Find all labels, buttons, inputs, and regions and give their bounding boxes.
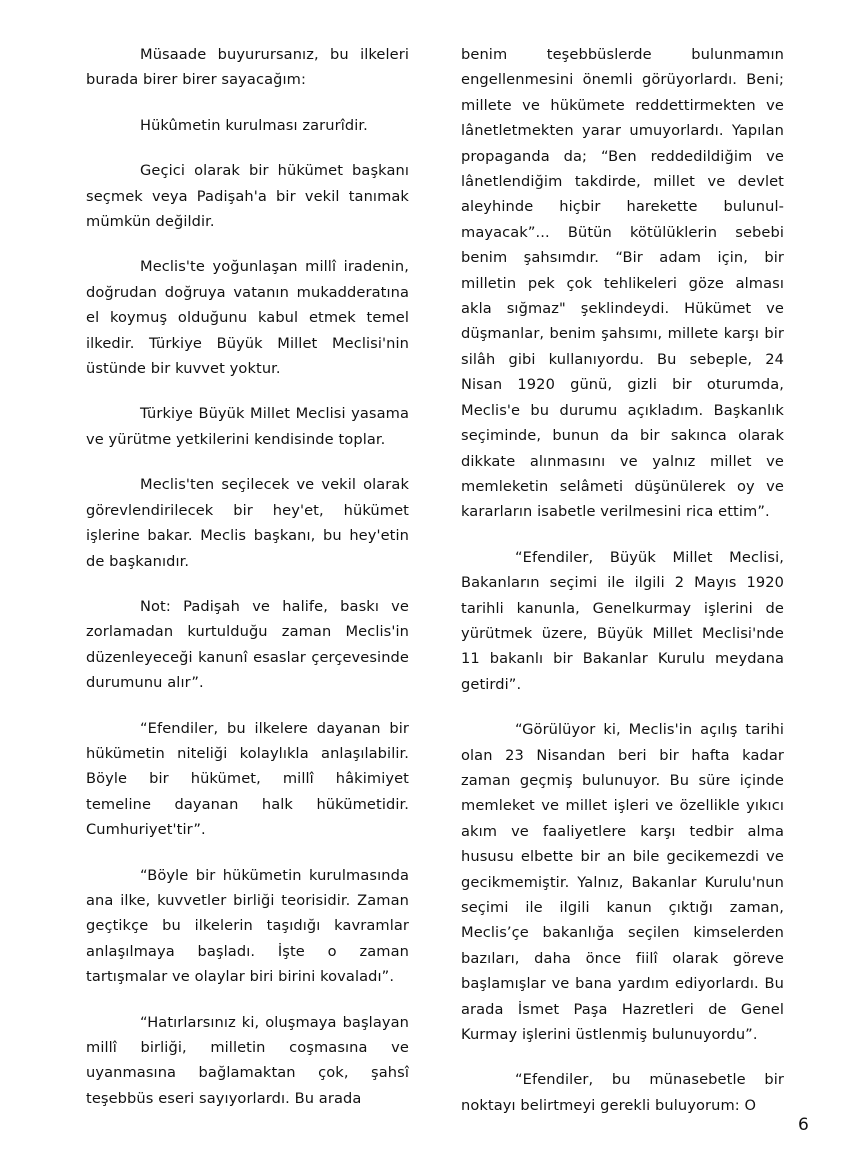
paragraph: Müsaade buyurursanız, bu ilkeleri burada birer birer sayacağım: <box>86 46 409 89</box>
paragraph: Türkiye Büyük Millet Meclisi yasama ve yürütme yetkilerini kendisinde toplar. <box>86 405 409 448</box>
paragraph: Geçici olarak bir hükümet başkanı seçmek veya Padişah'a bir vekil tanımak mümkün değildir. <box>86 162 409 231</box>
right-text-column <box>461 42 784 1138</box>
paragraph: Meclis'te yoğunlaşan millî iradenin, doğrudan doğruya vatanın mukadderatına el koymuş olduğunu kabul etmek temel ilkedir. Türkiye Büyük Millet Meclisi'nin üstünde bir kuvvet yoktur. <box>86 258 409 378</box>
left-text-column <box>86 42 409 1131</box>
page-number: 6 <box>798 1115 809 1135</box>
paragraph: “Efendiler, Büyük Millet Meclisi, Bakanların seçimi ile ilgili 2 Mayıs 1920 tarihli kanunla, Genelkurmay işlerini de yürütmek üzere, Büyük Millet Meclisi'nde 11 bakanlı bir Bakanlar Kurulu meydana getirdi”. <box>461 548 784 693</box>
paragraph: “Efendiler, bu ilkelere dayanan bir hükümetin niteliği kolaylıkla anlaşılabilir. Böyle bir hükümet, millî hâkimiyet temeline dayanan halk hükümetidir. Cumhuriyet'tir”. <box>86 719 409 839</box>
paragraph-continuation: benim teşebbüslerde bulunmamın engellenmesini önemli görüyorlardı. Beni; millete ve hükümete reddettirmekten ve lânetletmekten yarar umuyorlardı. Yapılan propaganda da; “Ben reddedildiğim ve lânetlendiğim takdirde, millet ve devlet aleyhinde hiçbir harekette bulunul-mayacak”... Bütün kötülüklerin sebebi benim şahsımdır. “Bir adam için, bir milletin pek çok tehlikeleri göze alması akla sığmaz" şeklindeydi. Hükümet ve düşmanlar, benim şahsımı, millete karşı bir silâh gibi kullanıyordu. Bu sebeple, 24 Nisan 1920 günü, gizli bir oturumda, Meclis'e bu durumu açıkladım. Başkanlık seçiminde, bunun da bir sakınca olarak dikkate alınmasını ve yalnız millet ve memleketin selâmeti düşünülerek oy ve kararların isabetle verilmesini rica ettim”. <box>461 46 784 521</box>
paragraph: Not: Padişah ve halife, baskı ve zorlamadan kurtulduğu zaman Meclis'in düzenleyeceği kanunî esaslar çerçevesinde durumunu alır”. <box>86 597 409 692</box>
paragraph: “Böyle bir hükümetin kurulmasında ana ilke, kuvvetler birliği teorisidir. Zaman geçtikçe bu ilkelerin taşıdığı kavramlar anlaşılmaya başladı. İşte o zaman tartışmalar ve olaylar biri birini kovaladı”. <box>86 866 409 986</box>
paragraph: Hükûmetin kurulması zarurîdir. <box>140 116 368 134</box>
paragraph: “Görülüyor ki, Meclis'in açılış tarihi olan 23 Nisandan beri bir hafta kadar zaman geçmiş bulunuyor. Bu süre içinde memleket ve millet işleri ve özellikle yıkıcı akım ve faaliyetlere karşı tedbir alma hususu elbette bir an bile gecikemezdi ve gecikmemiştir. Yalnız, Bakanlar Kurulu'nun seçimi ile ilgili kanun çıktığı zaman, Meclis’çe bakanlığa seçilen kimselerden bazıları, daha önce fiilî olarak göreve başlamışlar ve bana yardım ediyorlardı. Bu arada İsmet Paşa Hazretleri de Genel Kurmay işlerini üstlenmiş bulunuyordu”. <box>461 721 784 1044</box>
paragraph: “Hatırlarsınız ki, oluşmaya başlayan millî birliği, milletin coşmasına ve uyanmasına bağlamaktan çok, şahsî teşebbüs eseri sayıyorlardı. Bu arada <box>86 1013 409 1107</box>
paragraph: “Efendiler, bu münasebetle bir noktayı belirtmeyi gerekli buluyorum: O <box>461 1071 784 1114</box>
paragraph: Meclis'ten seçilecek ve vekil olarak görevlendirilecek bir hey'et, hükümet işlerine bakar. Meclis başkanı, bu hey'etin de başkanıdır. <box>86 476 409 570</box>
